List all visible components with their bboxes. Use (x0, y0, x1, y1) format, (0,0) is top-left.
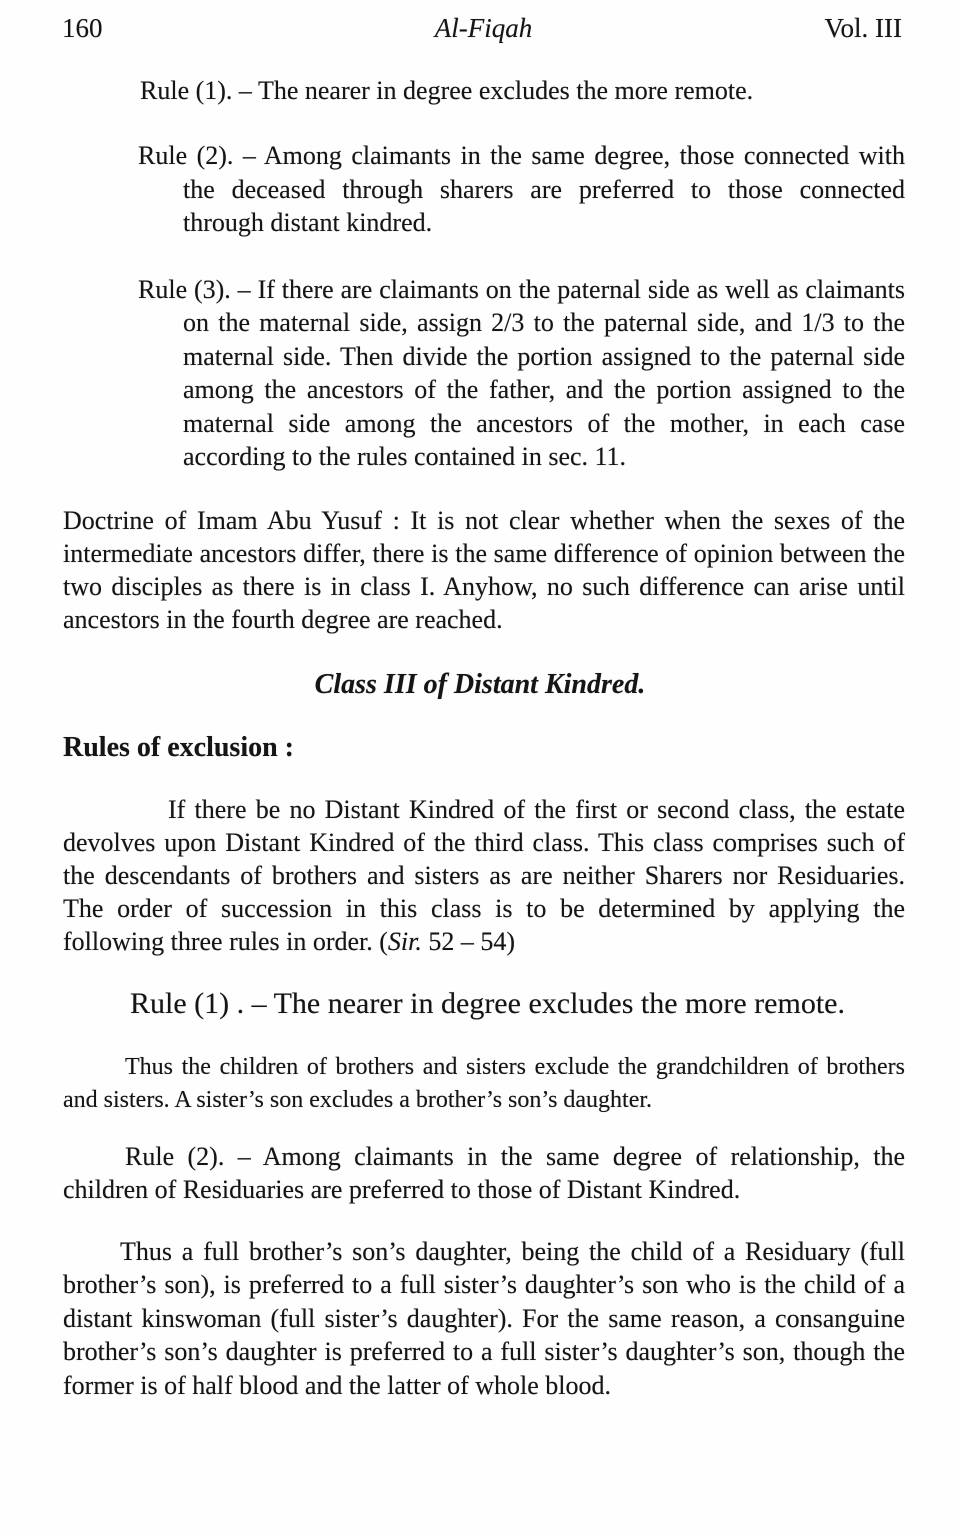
book-title: Al-Fiqah (434, 13, 533, 43)
class-iii-rule-2-paragraph: Rule (2). – Among claimants in the same degree of relationship, the children of Residuaries are preferred to those of Distant Kindred. (63, 1141, 905, 1204)
class-iii-rule-1-line: Rule (1) . – The nearer in degree excludes the more remote. (130, 986, 845, 1020)
class-iii-section-heading: Class III of Distant Kindred. (314, 668, 646, 700)
rules-of-exclusion-heading: Rules of exclusion : (63, 731, 294, 763)
doctrine-paragraph: Doctrine of Imam Abu Yusuf : It is not clear whether when the sexes of the intermediate ancestors differ, there is the same difference of opinion between the two disciples as there is in class I. Anyhow, no such difference can arise until ancestors in the fourth degree are reached. (63, 505, 905, 634)
page-header (0, 0, 960, 44)
class-iii-rule-1-note: Thus the children of brothers and sisters exclude the grandchildren of brothers and sisters. A sister’s son excludes a brother’s son’s daughter. (63, 1053, 905, 1113)
class-iii-rule-2-note: Thus a full brother’s son’s daughter, being the child of a Residuary (full brother’s son), is preferred to a full sister’s daughter’s son who is the child of a distant kinswoman (full sister’s daughter). For the same reason, a consanguine brother’s son’s daughter is preferred to a full sister’s daughter’s son, though the former is of half blood and the latter of whole blood. (63, 1236, 905, 1400)
citation-pages: 52 – 54) (421, 926, 516, 956)
rule-2-paragraph: Rule (2). – Among claimants in the same degree, those connected with the deceased through sharers are preferred to those connected through distant kindred. (138, 141, 905, 237)
rule-1-line: Rule (1). – The nearer in degree excludes the more remote. (140, 76, 754, 105)
volume-label: Vol. III (824, 13, 902, 43)
intro-text: If there be no Distant Kindred of the first or second class, the estate devolves upon Distant Kindred of the third class. This class comprises such of the descendants of brothers and sisters as are neither Sharers nor Residuaries. The order of succession in this class is to be determined by applying the following three rules in order. ( (63, 794, 905, 956)
class-iii-intro-paragraph (63, 793, 905, 958)
citation-abbreviation: Sir. (387, 926, 422, 956)
rule-3-paragraph: Rule (3). – If there are claimants on the paternal side as well as claimants on the maternal side, assign 2/3 to the paternal side, and 1/3 to the maternal side. Then divide the portion assigned to the paternal side among the ancestors of the father, and the portion assigned to the maternal side among the ancestors of the mother, in each case according to the rules contained in sec. 11. (138, 274, 905, 471)
page-number: 160 (62, 13, 103, 43)
